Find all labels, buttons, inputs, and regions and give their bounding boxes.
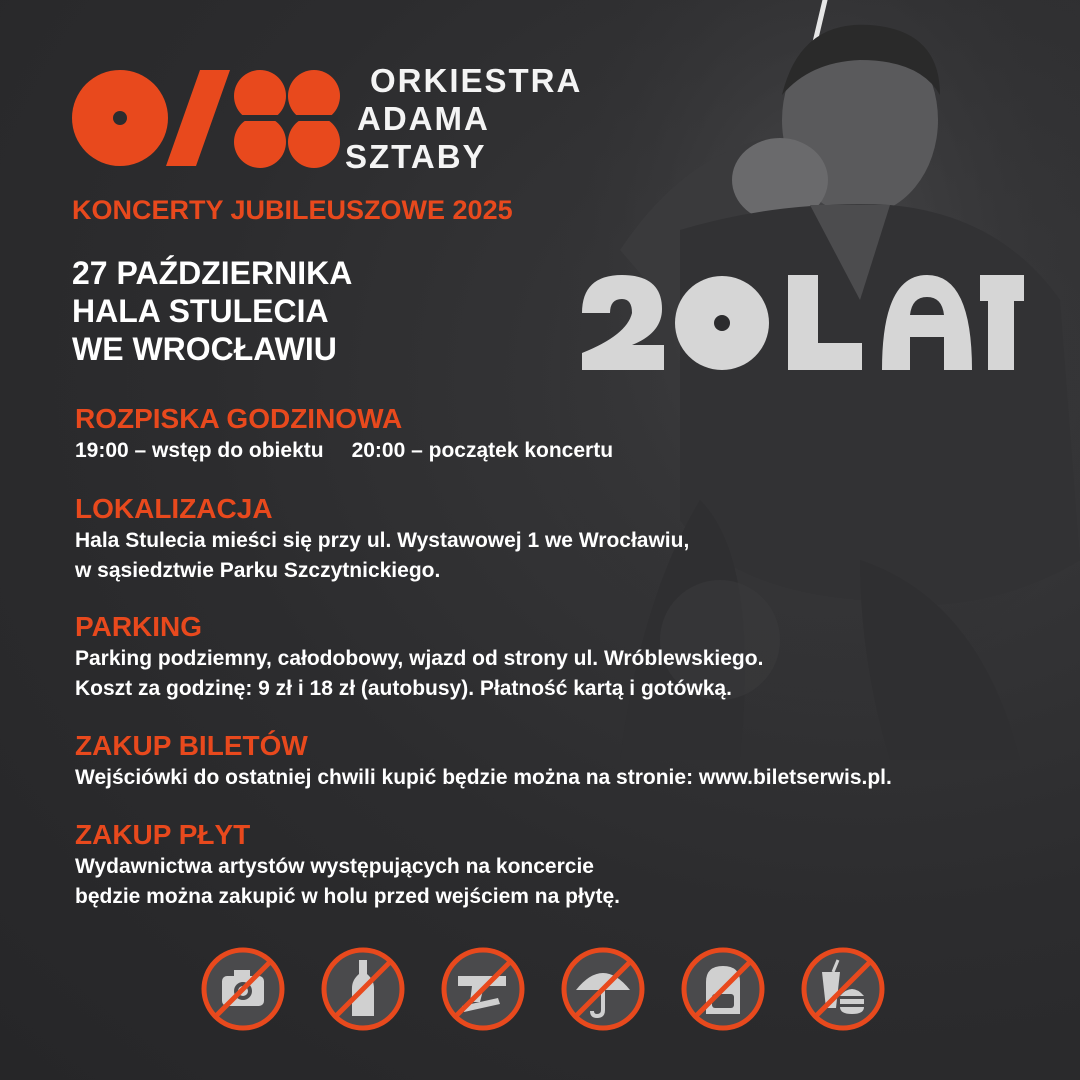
schedule-section: [75, 402, 613, 466]
venue-line: 27 PAŹDZIERNIKA: [72, 255, 353, 291]
section-line: Koszt za godzinę: 9 zł i 18 zł (autobusy). Płatność kartą i gotówką.: [75, 677, 732, 700]
no-gun-icon: [440, 946, 526, 1032]
anniversary-graphic: [582, 275, 1024, 370]
schedule-entry: 19:00 – wstęp do obiektu: [75, 439, 324, 462]
venue-line: WE WROCŁAWIU: [72, 331, 337, 367]
no-bottle-icon: [320, 946, 406, 1032]
oas-logo: [72, 68, 342, 168]
parking-section: [75, 610, 763, 704]
section-line: Wejściówki do ostatniej chwili kupić będzie można na stronie: www.biletserwis.pl.: [75, 766, 892, 789]
date-and-venue: [72, 254, 352, 368]
orchestra-name-line: SZTABY: [345, 138, 487, 175]
records-section: [75, 818, 620, 912]
location-section: [75, 492, 689, 586]
orchestra-name: [345, 62, 582, 176]
section-line: Hala Stulecia mieści się przy ul. Wystawowej 1 we Wrocławiu,: [75, 529, 690, 552]
no-backpack-icon: [680, 946, 766, 1032]
prohibited-items-row: [200, 946, 890, 1036]
section-line: Wydawnictwa artystów występujących na koncercie: [75, 855, 594, 878]
orchestra-name-line: ADAMA: [357, 100, 490, 137]
schedule-entry: 20:00 – początek koncertu: [351, 439, 614, 462]
tickets-section: [75, 729, 892, 793]
section-line: Parking podziemny, całodobowy, wjazd od strony ul. Wróblewskiego.: [75, 647, 764, 670]
section-title: ROZPISKA GODZINOWA: [75, 403, 403, 434]
orchestra-name-line: ORKIESTRA: [370, 62, 583, 99]
section-title: PARKING: [75, 611, 203, 642]
section-line: będzie można zakupić w holu przed wejściem na płytę.: [75, 885, 620, 908]
section-title: ZAKUP BILETÓW: [75, 730, 308, 761]
section-title: LOKALIZACJA: [75, 493, 273, 524]
section-title: ZAKUP PŁYT: [75, 819, 251, 850]
section-line: w sąsiedztwie Parku Szczytnickiego.: [75, 559, 441, 582]
anniversary-text: 20LAT: [582, 275, 585, 276]
no-food-icon: [800, 946, 886, 1032]
no-camera-icon: [200, 946, 286, 1032]
no-umbrella-icon: [560, 946, 646, 1032]
venue-line: HALA STULECIA: [72, 293, 329, 329]
concert-series-title: KONCERTY JUBILEUSZOWE 2025: [72, 195, 513, 225]
